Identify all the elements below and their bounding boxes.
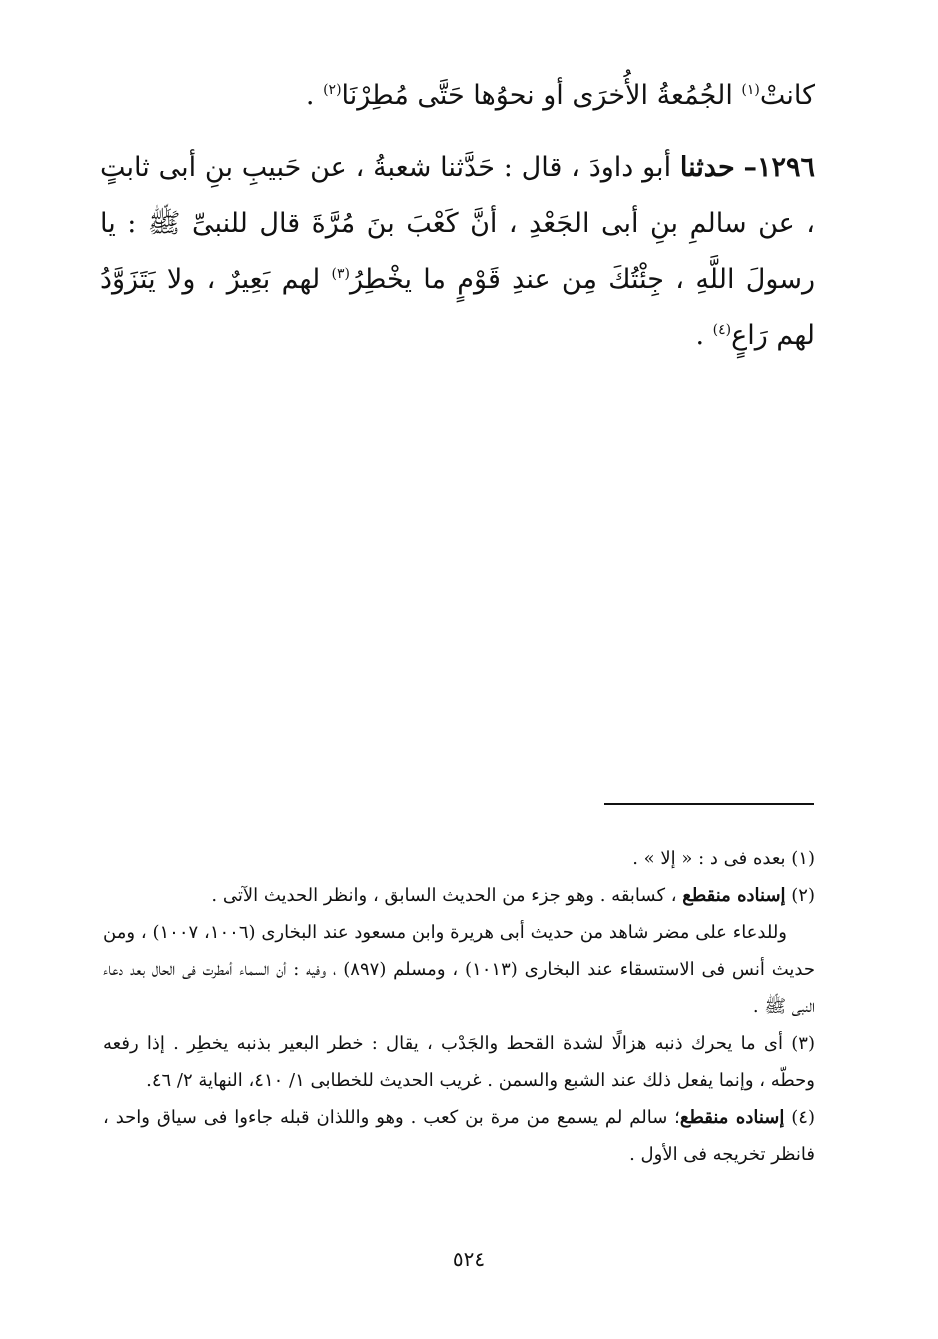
text-segment: الجُمُعةُ الأُخرَى أو نحوُها حَتَّى مُطِرْنَا: [341, 80, 742, 111]
footnote-marker-4: (٤): [712, 322, 732, 338]
footnote-label: (٤): [784, 1107, 815, 1128]
text-segment: .: [305, 80, 324, 111]
footnote-3: (٣) أى ما يحرك ذنبه هزالًا لشدة القحط والجَدْب ، يقال : خطر البعير بذنبه يخطِر . إذا رفعه وحطّه ، وإنما يفعل ذلك عند الشبع والسمن . غريب الحديث للخطابى ١/ ٤١٠، النهاية ٢/ ٤٦.: [103, 1033, 815, 1091]
hadith-lead-word: حدثنا: [679, 152, 735, 183]
footnote-marker-2: (٢): [323, 82, 342, 98]
hadith-number: ١٢٩٦–: [743, 152, 815, 183]
footnote-2-continuation: وللدعاء على مضر شاهد من حديث أبى هريرة وابن مسعود عند البخارى (١٠٠٦، ١٠٠٧) ، ومن حديث أنس فى الاستسقاء عند البخارى (١٠١٣) ، ومسلم (٨٩٧) ، وفيه : أن السماء أمطرت فى الحال بعد دعاء النبى ﷺ .: [103, 922, 816, 1017]
footnote-text: ؛ سالم لم يسمع من مرة بن كعب . وهو واللذان قبله جاءوا فى سياق واحد ، فانظر تخريجه فى الأول .: [103, 1107, 815, 1165]
footnote-4: [103, 1099, 815, 1173]
footnote-marker-1: (١): [741, 82, 760, 98]
continuation-line: [100, 68, 815, 124]
hadith-text: .: [695, 320, 713, 351]
footnote-bold-phrase: إسناده منقطع: [679, 1107, 785, 1128]
hadith-paragraph: [100, 140, 815, 364]
footnote-label: (٢): [785, 885, 815, 906]
page-number: ٥٢٤: [452, 1247, 486, 1271]
footnote-2: [103, 877, 815, 914]
footnote-1: (١) بعده فى د : « إلا » .: [632, 848, 815, 869]
hadith-text: لهم بَعِيرٌ ، ولا يَتَزَوَّدُ لهم رَاعٍ: [100, 264, 815, 351]
footnotes-section: [103, 840, 815, 1173]
footnote-separator: [604, 803, 814, 805]
footnote-text: ، كسابقه . وهو جزء من الحديث السابق ، وانظر الحديث الآتى .: [211, 885, 683, 906]
footnote-marker-3: (٣): [331, 266, 351, 282]
hadith-text: أبو داودَ ، قال : حَدَّثنا شعبةُ ، عن حَبيبِ بنِ أبى ثابتٍ ، عن سالمِ بنِ أبى الجَعْدِ ، أنَّ كَعْبَ بنَ مُرَّةَ قال للنبىِّ ﷺ : يا رسولَ اللَّهِ ، جِئْتُكَ مِن عندِ قَوْمٍ ما يخْطِرُ: [100, 152, 815, 295]
footnote-bold-phrase: إسناده منقطع: [682, 885, 786, 906]
text-segment: كانتْ: [759, 80, 815, 111]
